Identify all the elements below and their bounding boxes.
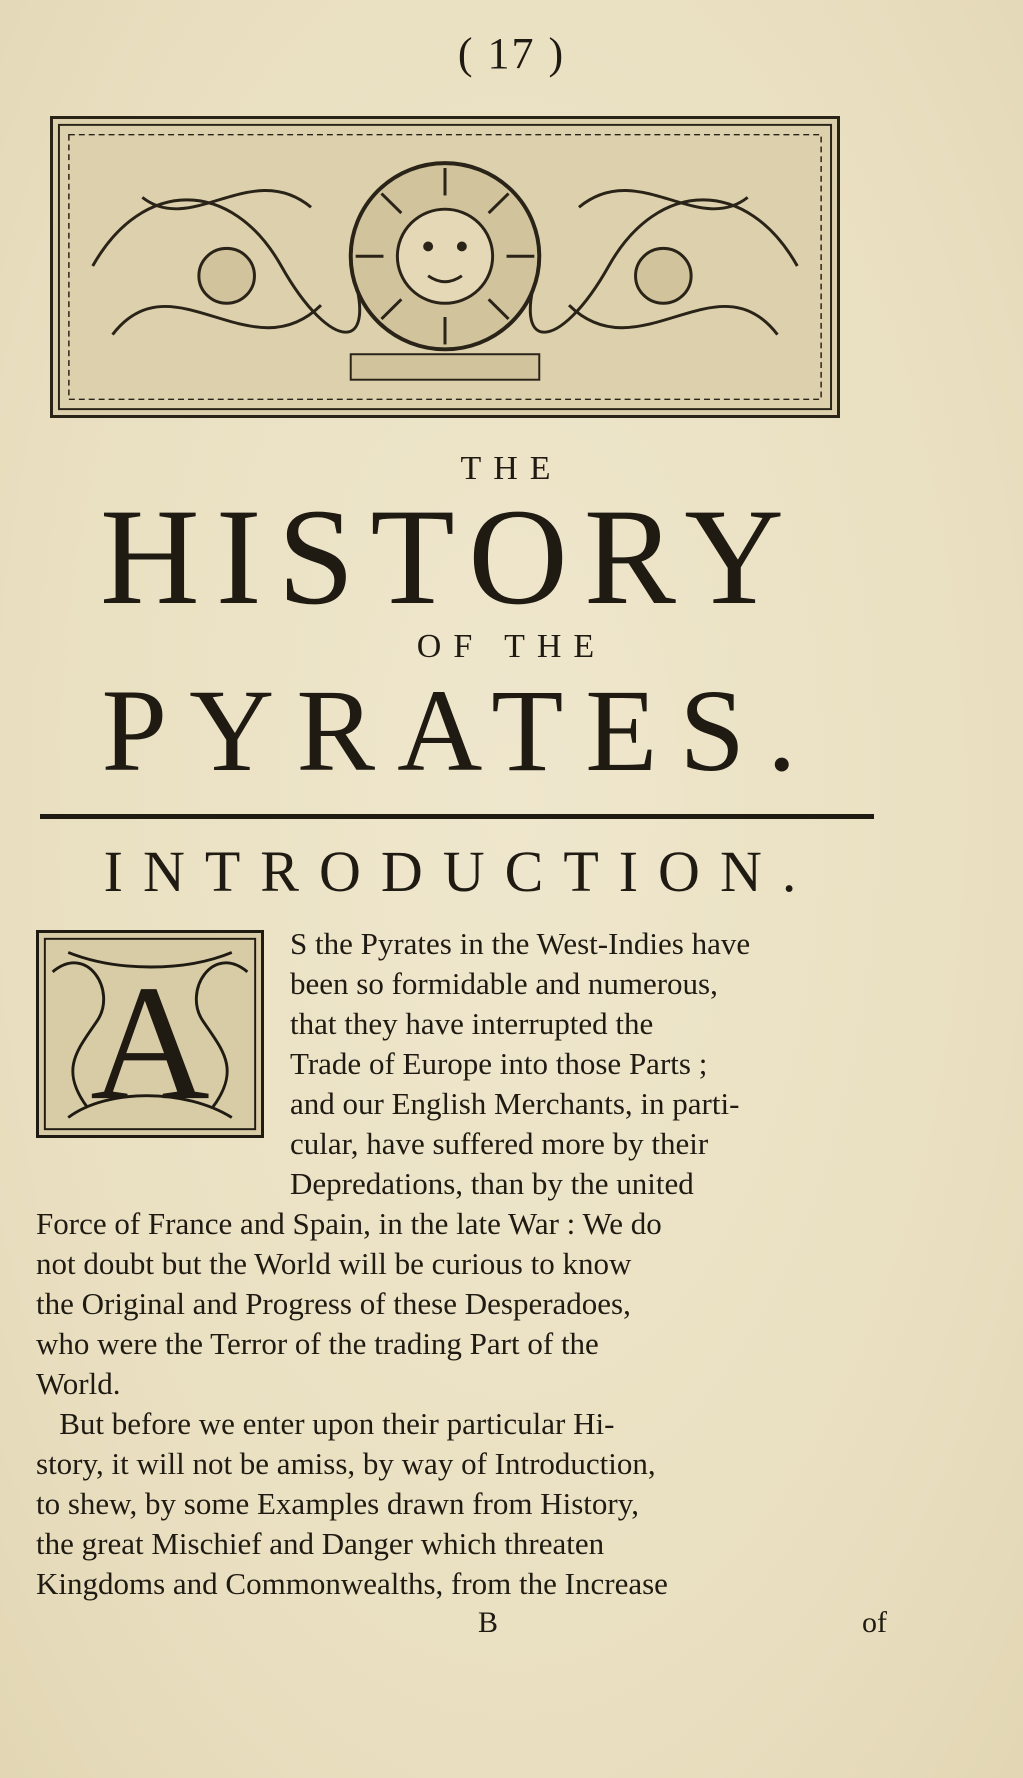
- text-line: Kingdoms and Commonwealths, from the Increase: [36, 1566, 668, 1601]
- sun-face-ornament-icon: [53, 119, 837, 415]
- text-line: Force of France and Spain, in the late War : We do: [36, 1206, 662, 1241]
- text-line: been so formidable and numerous,: [290, 966, 718, 1001]
- title-history: HISTORY: [100, 480, 800, 633]
- decorated-initial-a-icon: [36, 930, 264, 1138]
- text-line: and our English Merchants, in parti-: [290, 1086, 740, 1121]
- text-line: But before we enter upon their particular Hi-: [36, 1406, 615, 1441]
- body-paragraph: [36, 1204, 896, 1604]
- text-line: cular, have suffered more by their: [290, 1126, 709, 1161]
- headpiece-ornament: [50, 116, 840, 418]
- text-line: story, it will not be amiss, by way of Introduction,: [36, 1446, 656, 1481]
- text-line: to shew, by some Examples drawn from History,: [36, 1486, 639, 1521]
- title-of-the: OF THE: [416, 628, 607, 665]
- text-line: the Original and Progress of these Desperadoes,: [36, 1286, 631, 1321]
- page-number: ( 17 ): [457, 29, 566, 78]
- section-heading: INTRODUCTION.: [103, 839, 817, 904]
- text-line: Depredations, than by the united: [290, 1166, 694, 1201]
- text-line: who were the Terror of the trading Part of the: [36, 1326, 599, 1361]
- text-line: that they have interrupted the: [290, 1006, 654, 1041]
- title-rule-divider: [40, 814, 874, 819]
- drop-cap-paragraph: [290, 924, 900, 1204]
- text-line: S the Pyrates in the West-Indies have: [290, 926, 751, 961]
- drop-cap-letter: A: [90, 951, 210, 1135]
- text-line: the great Mischief and Danger which threaten: [36, 1526, 605, 1561]
- catchword: of: [862, 1606, 887, 1639]
- text-line: not doubt but the World will be curious to know: [36, 1246, 632, 1281]
- text-line: Trade of Europe into those Parts ;: [290, 1046, 708, 1081]
- text-line: World.: [36, 1366, 121, 1401]
- signature-mark: B: [478, 1606, 499, 1639]
- title-pyrates: PYRATES.: [101, 665, 819, 796]
- title-the: THE: [460, 450, 563, 487]
